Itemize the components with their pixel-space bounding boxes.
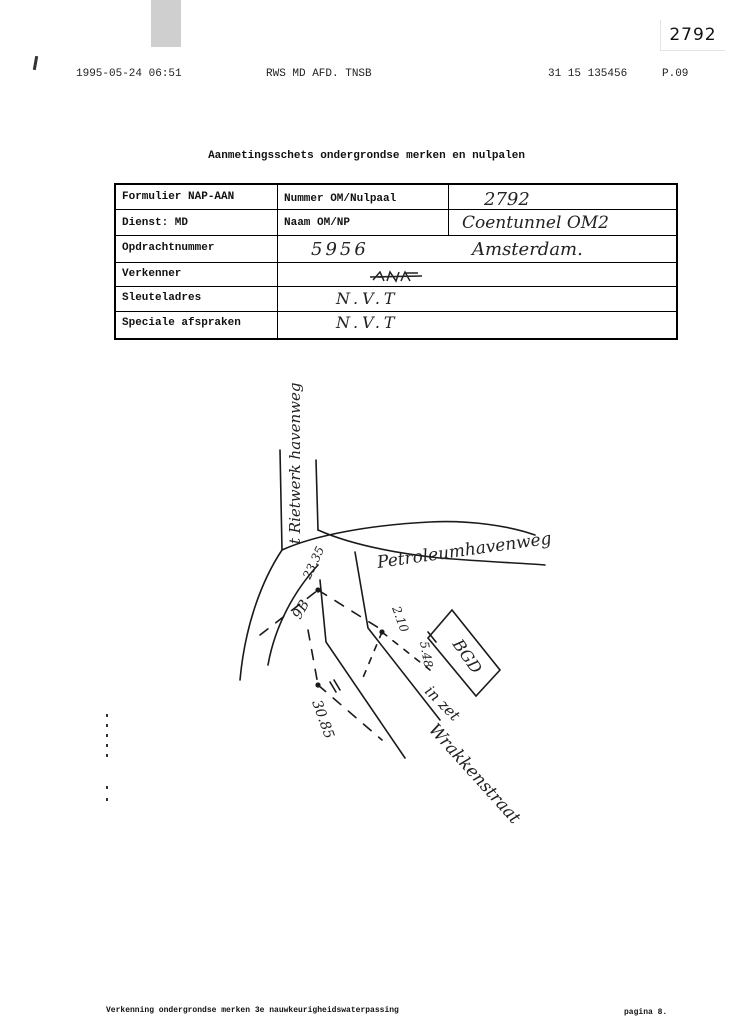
value-sleuteladres: N.V.T [336,289,399,308]
label-wrakkenstraat: Wrakkenstraat [424,719,525,829]
scan-artifact [33,56,38,70]
label-naam: Naam OM/NP [284,217,351,229]
measure-line [308,630,318,685]
document-number: 2792 [660,20,725,51]
label-formulier: Formulier NAP-AAN [122,191,235,203]
label-opdrachtnummer: Opdrachtnummer [122,242,215,254]
label-nummer: Nummer OM/Nulpaal [284,193,397,205]
fax-phone: 31 15 135456 [548,68,628,80]
value-opdrachtnummer: 5956 [311,239,369,260]
label-23-35: 23.35 [300,544,328,582]
label-verkenner: Verkenner [122,268,182,280]
label-petroleumhavenweg: Petroleumhavenweg [375,528,553,573]
fax-page: P.09 [662,68,689,80]
label-30-85: 30.85 [308,697,337,742]
verkenner-crossed-out-signature [370,269,422,285]
value-speciale-afspraken: N.V.T [336,313,399,332]
footer-text: Verkenning ondergrondse merken 3e nauwkeurigheidswaterpassing [106,1006,399,1015]
value-plaats: Amsterdam. [472,239,583,260]
form-table [114,183,678,340]
label-sleuteladres: Sleuteladres [122,292,202,304]
fax-sender: RWS MD AFD. TNSB [266,68,372,80]
label-rietwerk-havenweg: t Rietwerk havenweg [286,382,304,544]
measure-line [260,590,318,635]
label-dienst: Dienst: MD [122,217,189,229]
page-number: pagina 8. [624,1008,668,1017]
label-5-48: 5.48 [417,640,436,669]
fax-datetime: 1995-05-24 06:51 [76,68,182,80]
road-curve-outer [240,550,282,680]
measure-line [318,590,382,630]
value-nummer: 2792 [484,189,530,210]
label-in-zet: in zet [421,682,464,725]
road-rietwerk-left [280,450,282,550]
road-rietwerk-right [316,460,318,530]
measure-line [362,632,382,680]
label-9b: 9B [289,597,314,622]
label-speciale-afspraken: Speciale afspraken [122,317,241,329]
label-2-10: 2.10 [389,604,412,635]
margin-marks [100,712,114,812]
document-title: Aanmetingsschets ondergrondse merken en nulpalen [208,150,525,162]
scan-artifact [151,0,181,47]
value-naam: Coentunnel OM2 [462,213,609,233]
label-bgd: BGD [448,635,486,678]
